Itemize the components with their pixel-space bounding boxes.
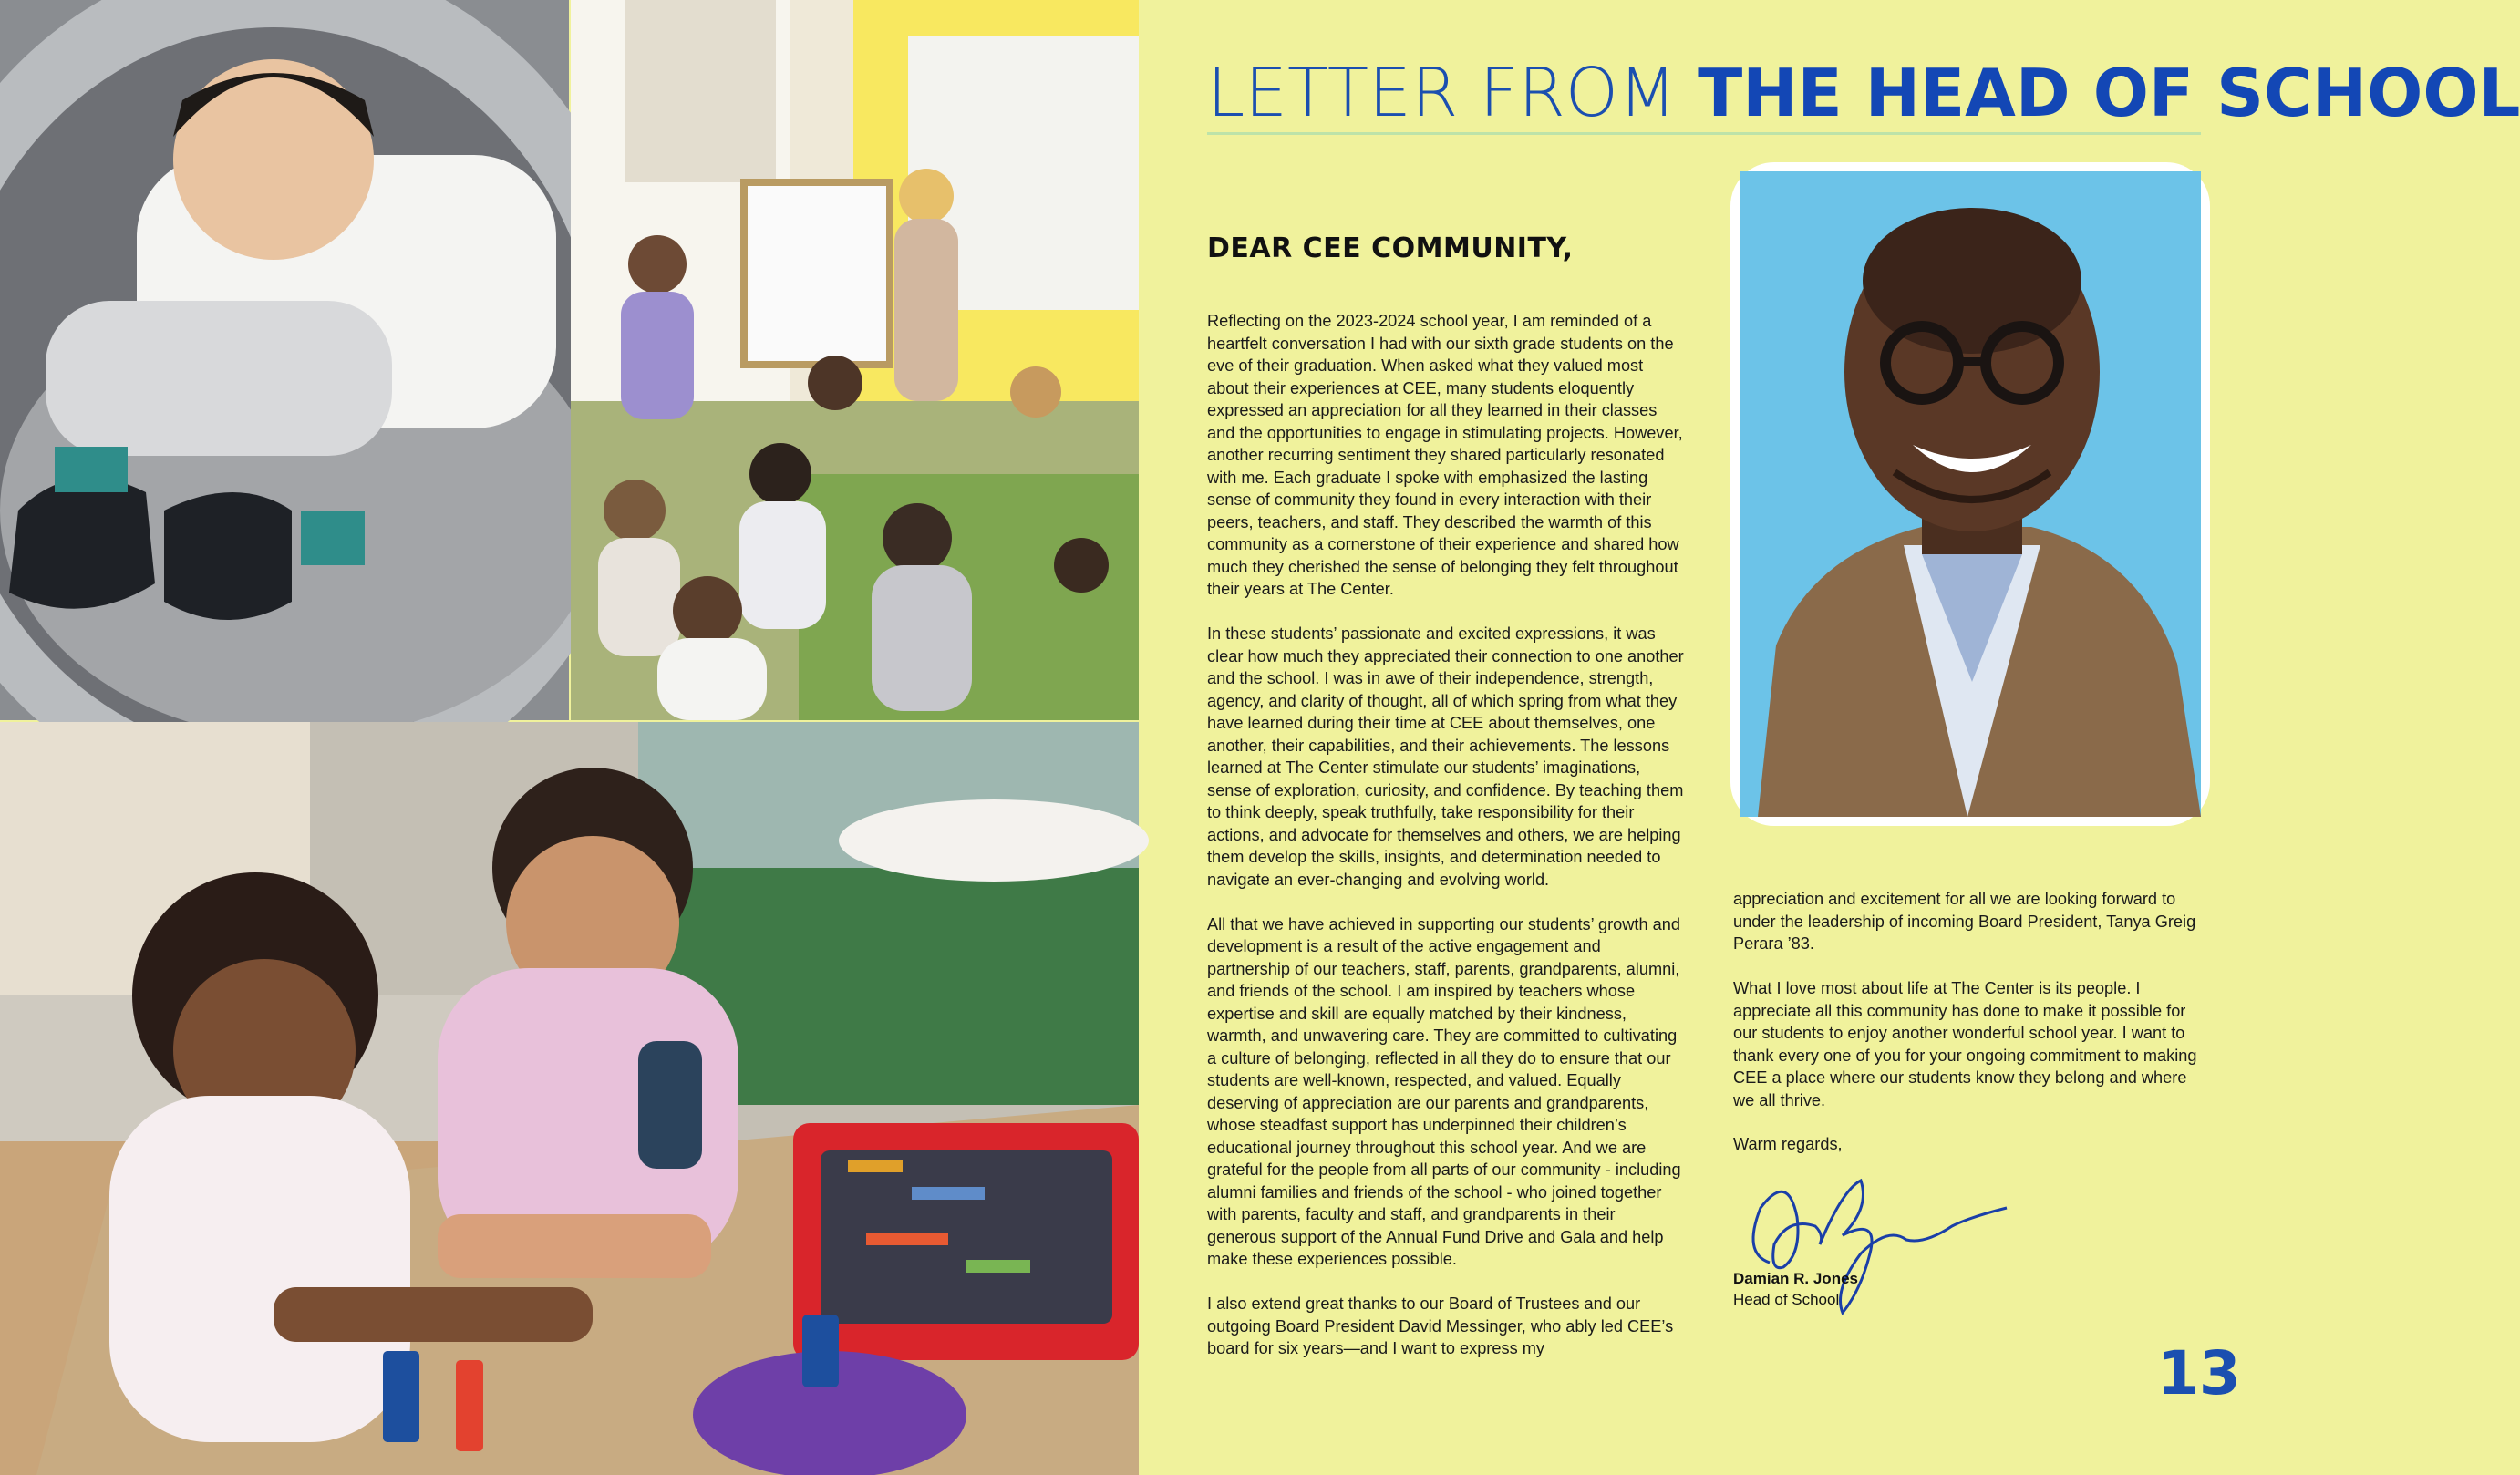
photo-children-with-blocks	[0, 722, 1139, 1475]
portrait-head-of-school	[1730, 162, 2210, 826]
paragraph: appreciation and excitement for all we are looking forward to under the leadership of incoming Board President, Tanya Greig Perara ’83.	[1733, 890, 2196, 953]
letter-column-left	[1207, 310, 1686, 1382]
page-title	[1207, 47, 2520, 137]
signer-role: Head of School	[1733, 1291, 1840, 1308]
paragraph: In these students’ passionate and excited expressions, it was clear how much they appreciated their connection to one another and the school. I was in awe of their independence, strength, agency, and clarity of thought, all of which spring from what they have learned during their time at CEE about themselves, one another, their capabilities, and their achievements. The lessons learned at The Center stimulate our students’ imaginations, sense of exploration, curiosity, and confidence. By teaching them to think deeply, speak truthfully, take responsibility for their actions, and advocate for themselves and others, we are helping them develop the skills, insights, and determination needed to navigate an ever-changing and evolving world.	[1207, 624, 1684, 889]
title-divider	[1207, 132, 2201, 135]
paragraph: I also extend great thanks to our Board of Trustees and our outgoing Board President David Messinger, who ably led CEE’s board for six years—and I want to express my	[1207, 1294, 1674, 1357]
closing: Warm regards,	[1733, 1135, 1843, 1153]
letter-column-right	[1733, 888, 2207, 1134]
page-number: 13	[2157, 1338, 2241, 1408]
title-light: LETTER FROM	[1207, 54, 1677, 132]
photo-classroom-circle-time	[571, 0, 1139, 720]
letter-page	[1139, 0, 2520, 1475]
photo-child-in-tunnel	[0, 0, 569, 720]
salutation: DEAR CEE COMMUNITY,	[1207, 232, 1574, 264]
paragraph: What I love most about life at The Center is its people. I appreciate all this community has done to make it possible for our students to enjoy another wonderful school year. I want to thank every one of you for your ongoing commitment to making CEE a place where our students know they belong and where we all thrive.	[1733, 979, 2197, 1109]
signer-name: Damian R. Jones	[1733, 1270, 1858, 1287]
paragraph: All that we have achieved in supporting our students’ growth and development is a result of the active engagement and partnership of our teachers, staff, parents, grandparents, alumni, and friends of the school. I am inspired by teachers whose expertise and skill are equally matched by their kindness, warmth, and unwavering care. They are committed to cultivating a culture of belonging, reflected in all they do to ensure that our students are well-known, respected, and valued. Equally deserving of appreciation are our parents and grandparents, whose steadfast support has underpinned their children’s educational journey throughout this school year. And we are grateful for the people from all parts of our community - including alumni families and friends of the school - who joined together with parents, faculty and staff, and grandparents in their generous support of the Annual Fund Drive and Gala and help make these experiences possible.	[1207, 914, 1681, 1268]
paragraph: Reflecting on the 2023-2024 school year, I am reminded of a heartfelt conversation I had with our sixth grade students on the eve of their graduation. When asked what they valued most about their experiences at CEE, many students eloquently expressed an appreciation for all they learned in their classes and the opportunities to engage in stimulating projects. However, another recurring sentiment they shared particularly resonated with me. Each graduate I spoke with emphasized the lasting sense of community they found in every interaction with their peers, teachers, and staff. They described the warmth of this community as a cornerstone of their experience and shared how much they cherished the sense of belonging they felt throughout their years at The Center.	[1207, 312, 1683, 598]
title-bold: THE HEAD OF SCHOOL	[1698, 55, 2520, 131]
